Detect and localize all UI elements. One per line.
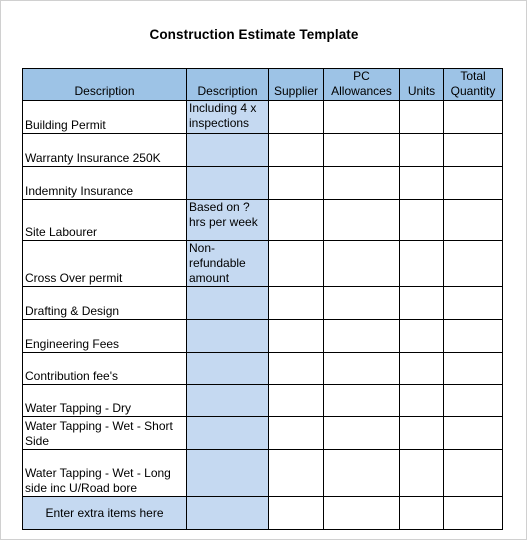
units-cell[interactable]: [400, 353, 444, 385]
document-title: Construction Estimate Template: [149, 27, 359, 42]
supplier-cell[interactable]: [269, 320, 324, 353]
supplier-cell[interactable]: [269, 134, 324, 167]
total-quantity-cell[interactable]: [444, 497, 503, 530]
total-quantity-cell[interactable]: [444, 134, 503, 167]
item-note[interactable]: [187, 450, 269, 497]
table-row: [23, 101, 503, 134]
total-quantity-cell[interactable]: [444, 385, 503, 417]
total-quantity-cell[interactable]: [444, 241, 503, 287]
total-quantity-cell[interactable]: [444, 167, 503, 200]
item-note[interactable]: [187, 417, 269, 450]
pc-allowance-cell[interactable]: [324, 287, 400, 320]
units-cell[interactable]: [400, 497, 444, 530]
units-cell[interactable]: [400, 287, 444, 320]
item-description[interactable]: Drafting & Design: [23, 287, 187, 320]
header-supplier: Supplier: [269, 69, 324, 101]
total-quantity-cell[interactable]: [444, 200, 503, 241]
total-quantity-cell[interactable]: [444, 101, 503, 134]
table-row: [23, 417, 503, 450]
table-row: [23, 241, 503, 287]
item-description[interactable]: Cross Over permit: [23, 241, 187, 287]
units-cell[interactable]: [400, 450, 444, 497]
item-note[interactable]: [187, 353, 269, 385]
pc-allowance-cell[interactable]: [324, 320, 400, 353]
extra-items-row: [23, 497, 503, 530]
item-note[interactable]: [187, 385, 269, 417]
estimate-table: [22, 68, 503, 530]
supplier-cell[interactable]: [269, 385, 324, 417]
units-cell[interactable]: [400, 101, 444, 134]
header-units: Units: [400, 69, 444, 101]
item-description[interactable]: Site Labourer: [23, 200, 187, 241]
header-row: [23, 69, 503, 101]
header-total-quantity: Total Quantity: [444, 69, 503, 101]
supplier-cell[interactable]: [269, 241, 324, 287]
pc-allowance-cell[interactable]: [324, 450, 400, 497]
pc-allowance-cell[interactable]: [324, 385, 400, 417]
pc-allowance-cell[interactable]: [324, 497, 400, 530]
units-cell[interactable]: [400, 134, 444, 167]
item-note[interactable]: [187, 167, 269, 200]
pc-allowance-cell[interactable]: [324, 134, 400, 167]
header-description-notes: Description: [187, 69, 269, 101]
units-cell[interactable]: [400, 417, 444, 450]
pc-allowance-cell[interactable]: [324, 353, 400, 385]
item-note[interactable]: Non-refundable amount: [187, 241, 269, 287]
item-note[interactable]: [187, 320, 269, 353]
supplier-cell[interactable]: [269, 450, 324, 497]
units-cell[interactable]: [400, 320, 444, 353]
units-cell[interactable]: [400, 167, 444, 200]
table-row: [23, 385, 503, 417]
header-pc-allowances: PC Allowances: [324, 69, 400, 101]
pc-allowance-cell[interactable]: [324, 241, 400, 287]
table-row: [23, 134, 503, 167]
header-description: Description: [23, 69, 187, 101]
item-description[interactable]: Indemnity Insurance: [23, 167, 187, 200]
item-note[interactable]: [187, 134, 269, 167]
table-row: [23, 320, 503, 353]
supplier-cell[interactable]: [269, 167, 324, 200]
item-description[interactable]: Warranty Insurance 250K: [23, 134, 187, 167]
total-quantity-cell[interactable]: [444, 417, 503, 450]
pc-allowance-cell[interactable]: [324, 101, 400, 134]
supplier-cell[interactable]: [269, 287, 324, 320]
table-row: [23, 353, 503, 385]
item-description[interactable]: Engineering Fees: [23, 320, 187, 353]
table-row: [23, 200, 503, 241]
pc-allowance-cell[interactable]: [324, 200, 400, 241]
units-cell[interactable]: [400, 200, 444, 241]
item-note[interactable]: Based on ?hrs per week: [187, 200, 269, 241]
extra-items-placeholder[interactable]: Enter extra items here: [23, 497, 187, 530]
supplier-cell[interactable]: [269, 101, 324, 134]
pc-allowance-cell[interactable]: [324, 167, 400, 200]
table-row: [23, 287, 503, 320]
pc-allowance-cell[interactable]: [324, 417, 400, 450]
total-quantity-cell[interactable]: [444, 353, 503, 385]
total-quantity-cell[interactable]: [444, 450, 503, 497]
table-row: [23, 167, 503, 200]
item-description[interactable]: Water Tapping - Wet - Short Side: [23, 417, 187, 450]
total-quantity-cell[interactable]: [444, 287, 503, 320]
supplier-cell[interactable]: [269, 353, 324, 385]
supplier-cell[interactable]: [269, 497, 324, 530]
units-cell[interactable]: [400, 241, 444, 287]
supplier-cell[interactable]: [269, 417, 324, 450]
item-description[interactable]: Contribution fee's: [23, 353, 187, 385]
total-quantity-cell[interactable]: [444, 320, 503, 353]
item-note[interactable]: [187, 497, 269, 530]
units-cell[interactable]: [400, 385, 444, 417]
item-note[interactable]: Including 4 x inspections: [187, 101, 269, 134]
item-note[interactable]: [187, 287, 269, 320]
item-description[interactable]: Water Tapping - Wet - Long side inc U/Road bore: [23, 450, 187, 497]
item-description[interactable]: Water Tapping - Dry: [23, 385, 187, 417]
table-row: [23, 450, 503, 497]
supplier-cell[interactable]: [269, 200, 324, 241]
item-description[interactable]: Building Permit: [23, 101, 187, 134]
